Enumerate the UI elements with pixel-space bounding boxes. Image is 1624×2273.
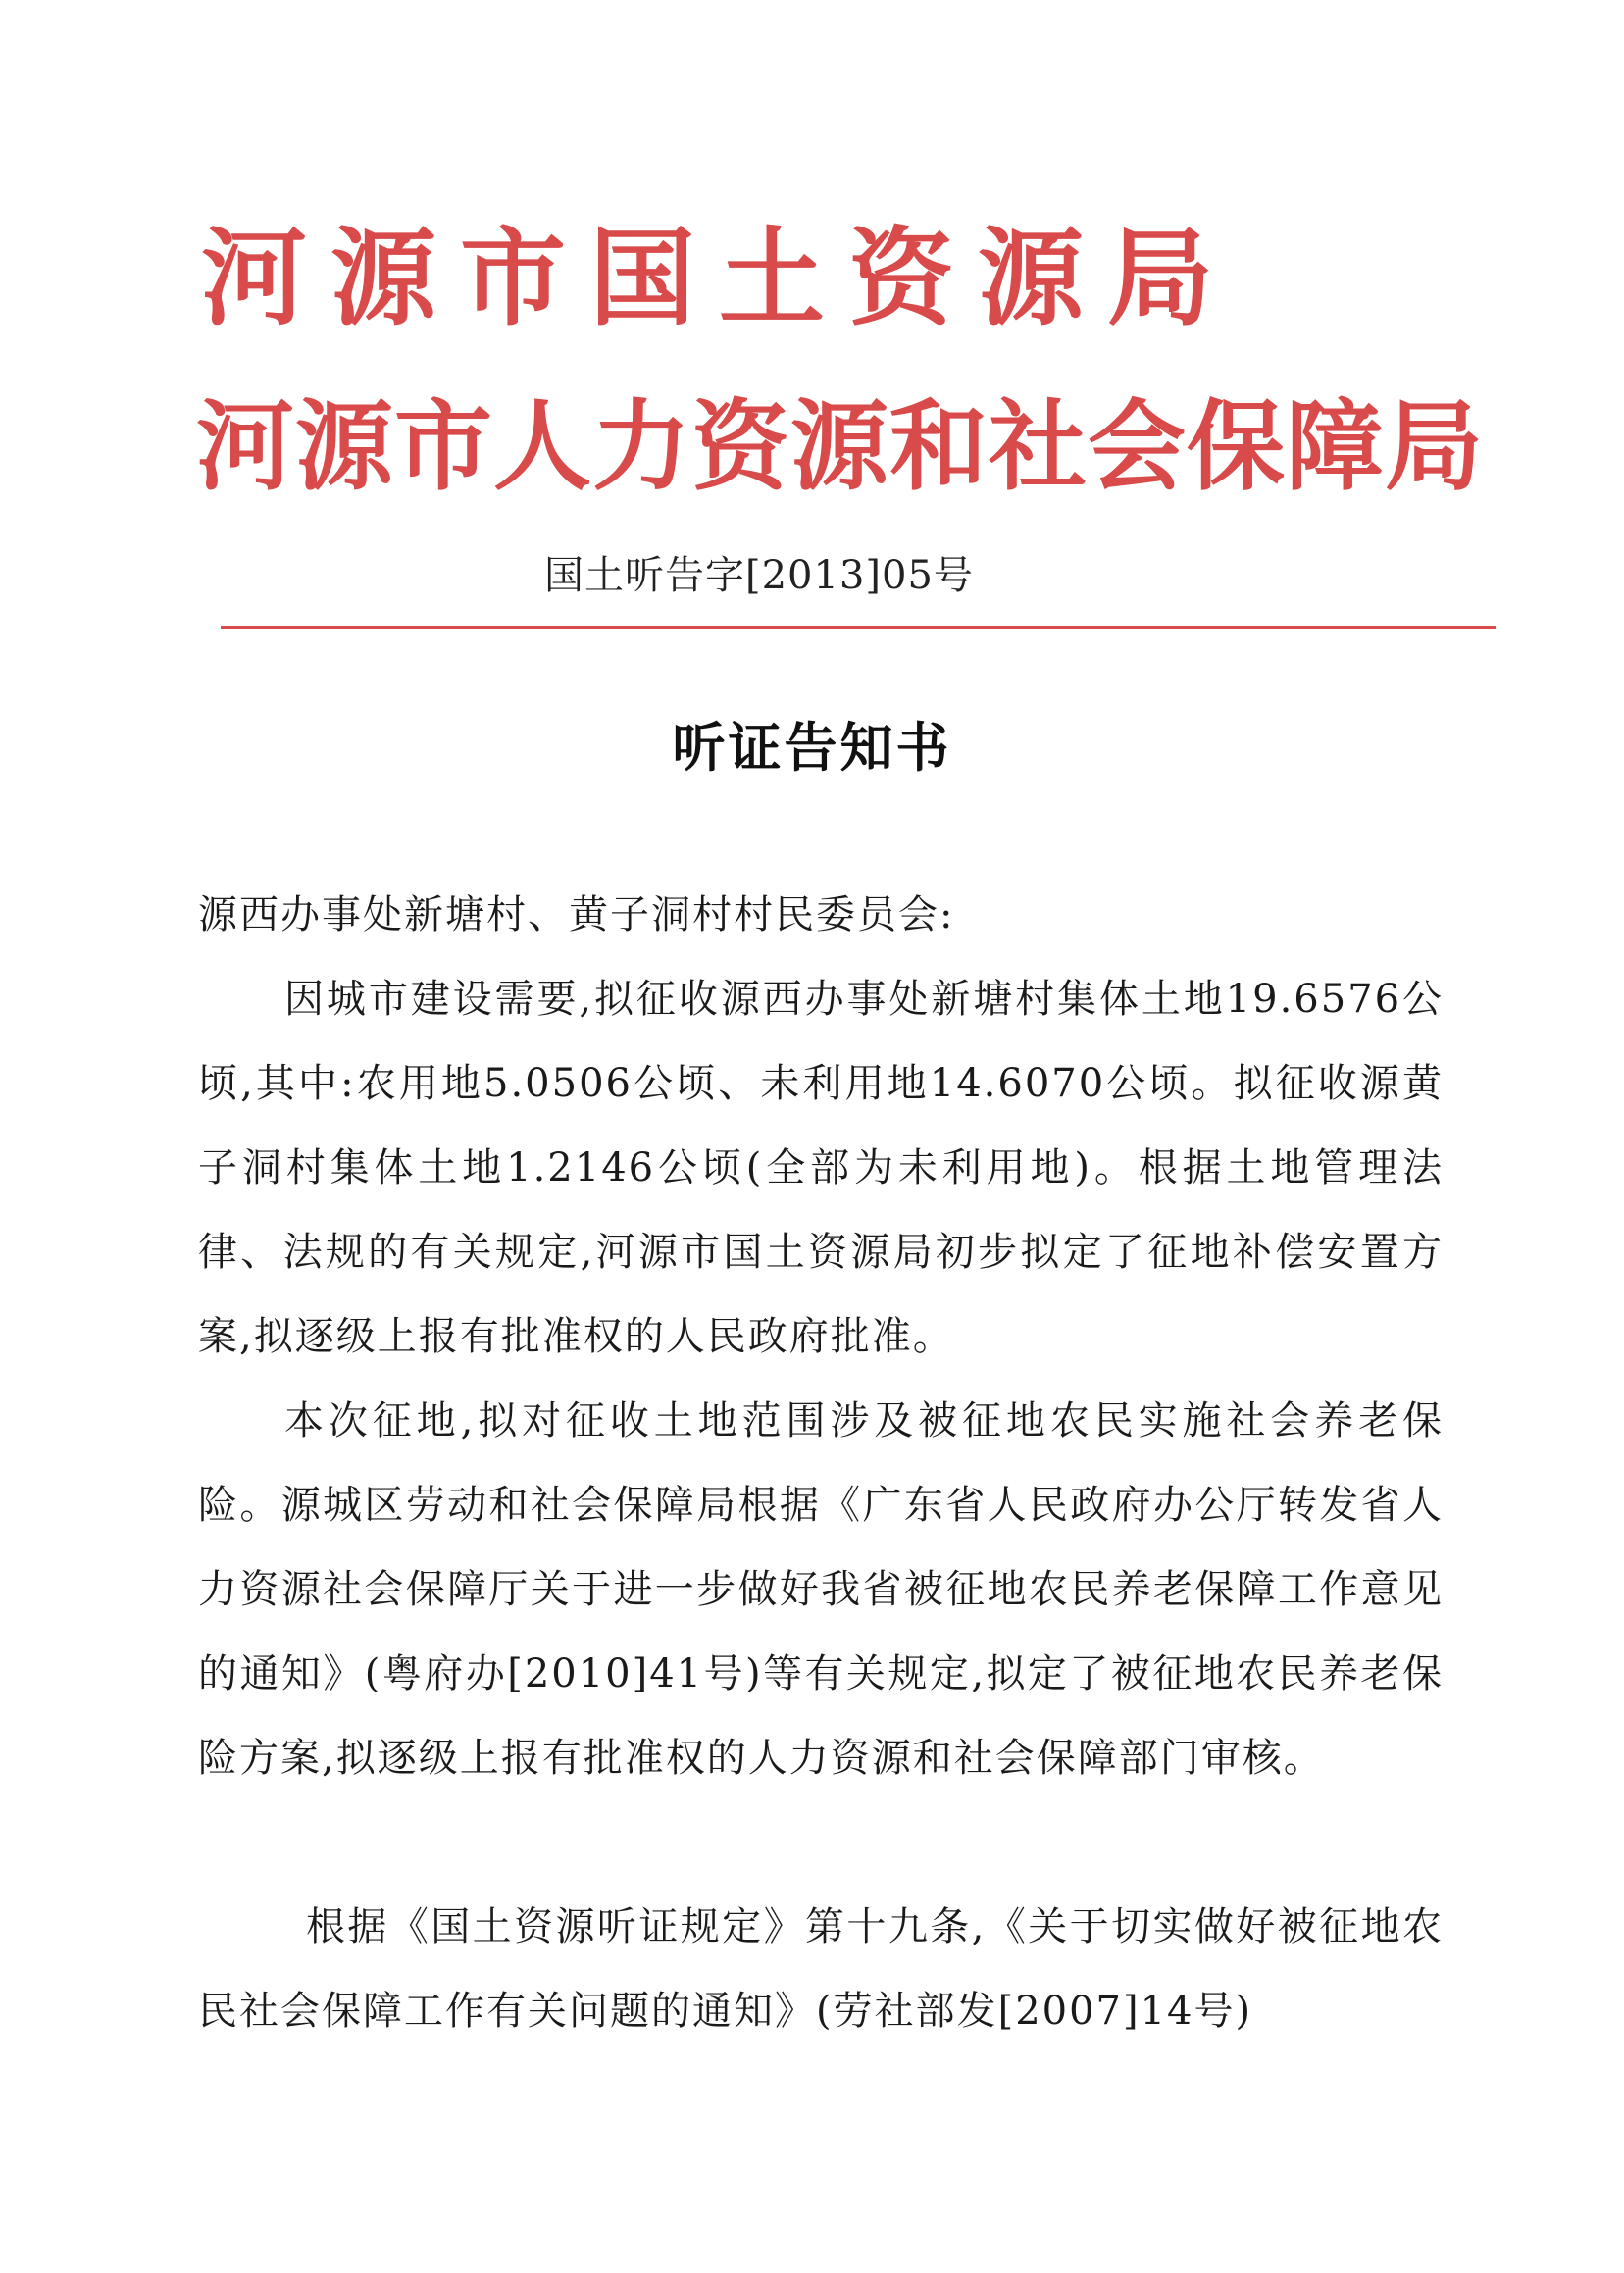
paragraph-land-acquisition: 因城市建设需要,拟征收源西办事处新塘村集体土地19.6576公顷,其中:农用地5.0506公顷、未利用地14.6070公顷。拟征收源黄子洞村集体土地1.2146公顷(全部为未利用地)。根据土地管理法律、法规的有关规定,河源市国土资源局初步拟定了征地补偿安置方案,拟逐级上报有批准权的人民政府批准。 (198, 977, 1444, 1359)
salutation: 源西办事处新塘村、黄子洞村村民委员会: (198, 892, 955, 937)
paragraph-legal-basis: 根据《国土资源听证规定》第十九条,《关于切实做好被征地农民社会保障工作有关问题的通知》(劳社部发[2007]14号) (198, 1904, 1444, 2034)
document-title: 听证告知书 (672, 717, 952, 779)
issuing-authority-land-bureau: 河源市国土资源局 (201, 217, 1238, 340)
document-number: 国土听告字[2013]05号 (544, 553, 974, 598)
issuing-authority-hr-bureau: 河源市人力资源和社会保障局 (196, 388, 1484, 504)
red-divider-line (221, 626, 1496, 629)
paragraph-pension-insurance: 本次征地,拟对征收土地范围涉及被征地农民实施社会养老保险。源城区劳动和社会保障局根据《广东省人民政府办公厅转发省人力资源社会保障厅关于进一步做好我省被征地农民养老保障工作意见的通知》(粤府办[2010]41号)等有关规定,拟定了被征地农民养老保险方案,拟逐级上报有批准权的人力资源和社会保障部门审核。 (198, 1398, 1444, 1781)
